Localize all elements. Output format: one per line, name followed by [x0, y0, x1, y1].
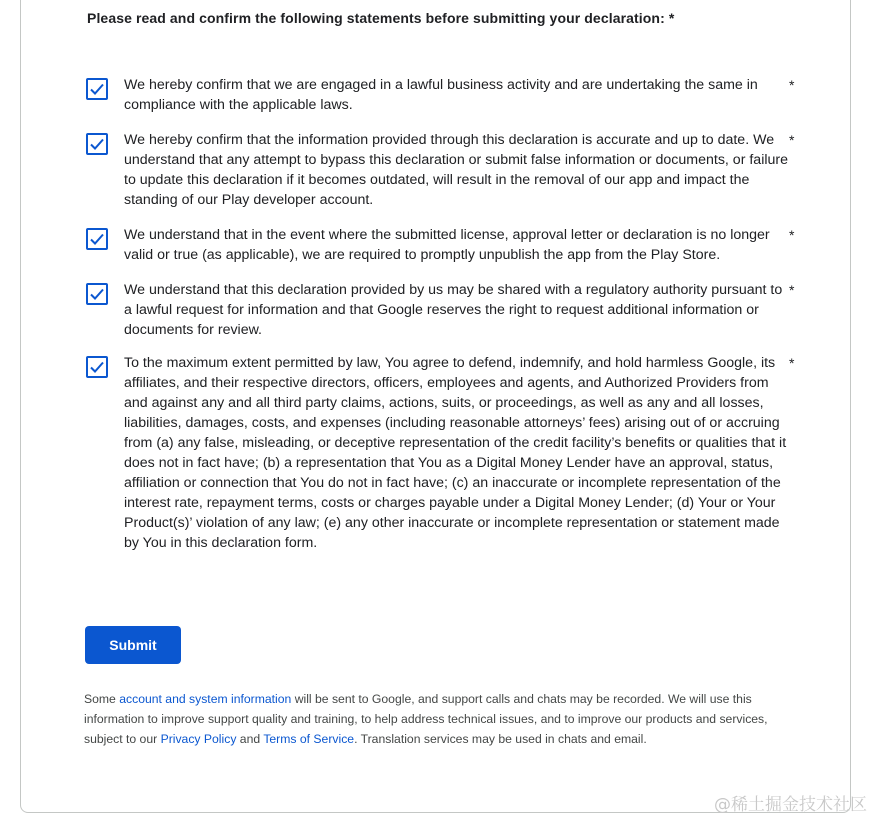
statement-1-checkbox[interactable] [86, 78, 108, 100]
notice-text: and [236, 732, 264, 746]
submit-button[interactable]: Submit [85, 626, 181, 664]
statement-5-text: To the maximum extent permitted by law, You agree to defend, indemnify, and hold harmless Google, its affiliates, and their respective directors, officers, employees and agents, and Authorized Providers from and against any and all third party claims, actions, suits, or proceedings, as well as any and all losses, liabilities, damages, costs, and expenses (including reasonable attorneys’ fees) arising out of or accruing from (a) any false, misleading, or deceptive representation of the credit facility’s benefits or qualities that it does not in fact have; (b) a representation that You as a Digital Money Lender have an approval, status, affiliation or connection that You do not in fact have; (c) an inaccurate or incomplete representation of the interest rate, repayment terms, costs or charges payable under a Digital Money Lender; (d) Your or Your Product(s)’ violation of any law; (e) any other inaccurate or incomplete representation or statement made by You in this declaration form. [124, 355, 787, 551]
privacy-policy-link[interactable]: Privacy Policy [160, 732, 237, 746]
statement-3-text: We understand that in the event where the submitted license, approval letter or declaration is no longer valid or true (as applicable), we are required to promptly unpublish the app from the Play Store. [124, 227, 770, 263]
notice-text: will be sent to Google, and support calls and chats may be recorded. We will use this information to improve support quality and training, to help address technical issues, and to improve our products and services, subject to our [84, 692, 768, 746]
statement-5-checkbox[interactable] [86, 356, 108, 378]
statement-4-checkbox[interactable] [86, 283, 108, 305]
statement-3-checkbox[interactable] [86, 228, 108, 250]
required-mark: * [789, 77, 795, 93]
notice-text: . Translation services may be used in chats and email. [354, 732, 647, 746]
checkmark-icon [89, 231, 105, 247]
required-mark: * [789, 132, 795, 148]
statement-4-text: We understand that this declaration provided by us may be shared with a regulatory authority pursuant to a lawful request for information and that Google reserves the right to request additional information or documents for review. [124, 282, 783, 338]
checkmark-icon [89, 136, 105, 152]
watermark: @稀土掘金技术社区 [714, 795, 867, 815]
notice-text: Some [84, 692, 120, 706]
statement-2-text: We hereby confirm that the information provided through this declaration is accurate and up to date. We understand that any attempt to bypass this declaration or submit false information or documents, or failure to update this declaration if it becomes outdated, will result in the removal of our app and impact the standing of our Play developer account. [124, 132, 789, 208]
checkmark-icon [89, 359, 105, 375]
terms-of-service-link[interactable]: Terms of Service [263, 732, 355, 746]
required-mark: * [789, 355, 795, 371]
required-mark: * [789, 227, 795, 243]
checkmark-icon [89, 286, 105, 302]
checkmark-icon [89, 81, 105, 97]
account-info-link[interactable]: account and system information [119, 692, 292, 706]
statement-2-checkbox[interactable] [86, 133, 108, 155]
declaration-heading: Please read and confirm the following statements before submitting your declaration: * [87, 10, 675, 26]
privacy-notice [84, 689, 794, 749]
statement-1-text: We hereby confirm that we are engaged in a lawful business activity and are undertaking the same in compliance with the applicable laws. [124, 77, 758, 113]
required-mark: * [789, 282, 795, 298]
